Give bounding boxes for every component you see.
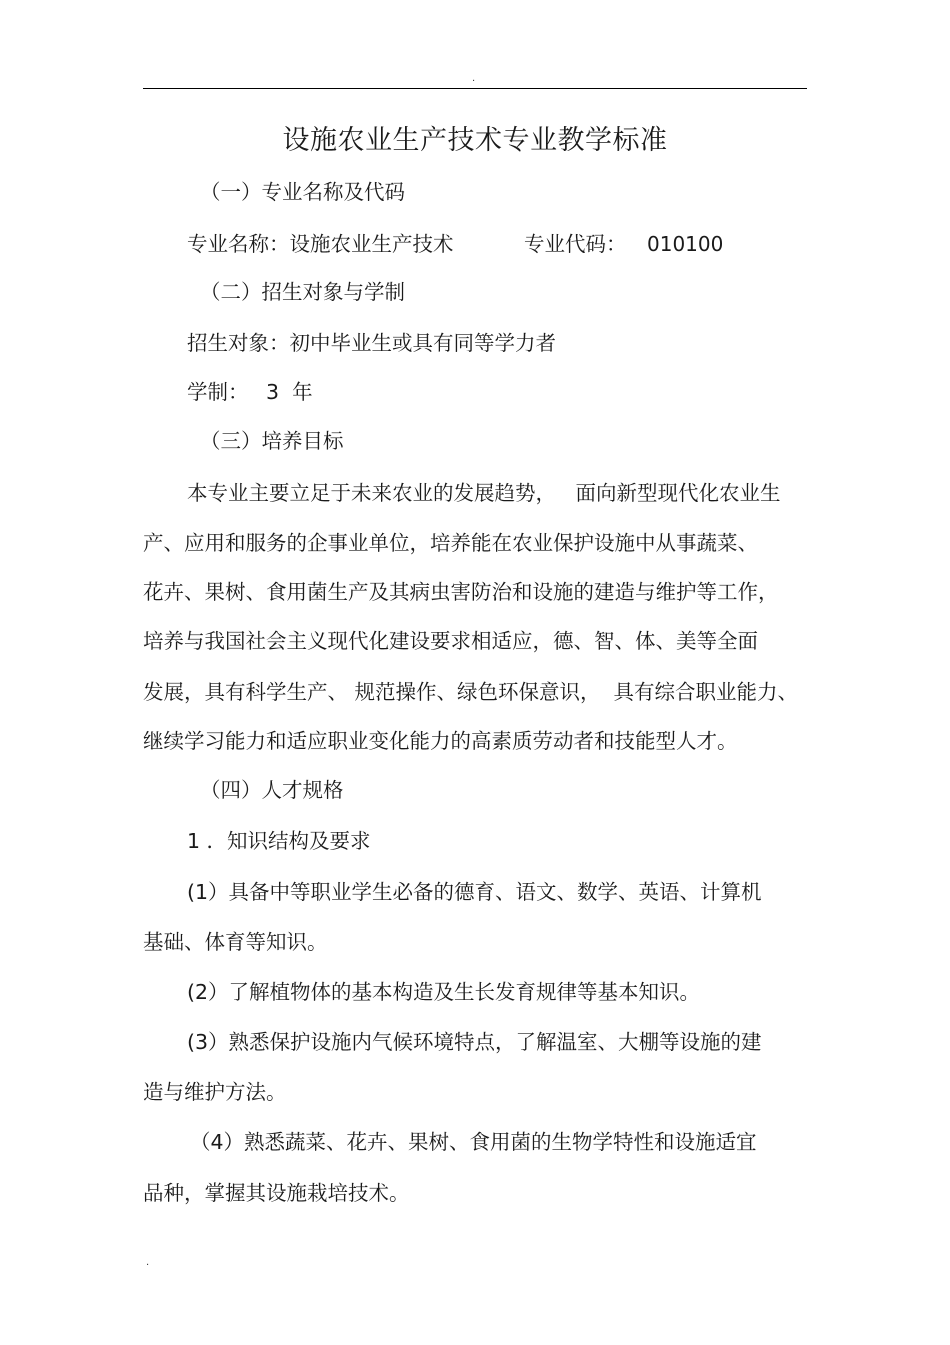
requirement-4-line-1: （4）熟悉蔬菜、花卉、果树、食用菌的生物学特性和设施适宜	[190, 1130, 757, 1154]
section-2-heading: （二）招生对象与学制	[200, 280, 405, 304]
goal-line: 本专业主要立足于未来农业的发展趋势， 面向新型现代化农业生	[187, 481, 781, 505]
major-code-value: 010100	[647, 232, 724, 256]
requirement-3-line-1: (3）熟悉保护设施内气候环境特点，了解温室、大棚等设施的建	[187, 1030, 762, 1054]
goal-line: 培养与我国社会主义现代化建设要求相适应，德、智、体、美等全面	[143, 629, 758, 653]
requirement-1-line-1: (1）具备中等职业学生必备的德育、语文、数学、英语、计算机	[187, 880, 762, 904]
header-mark: .	[472, 73, 476, 84]
header-rule	[143, 88, 807, 89]
requirement-1-line-2: 基础、体育等知识。	[143, 930, 328, 954]
subsection-1-heading: 1 ．知识结构及要求	[187, 829, 371, 853]
duration-label: 学制：	[187, 380, 249, 404]
requirement-2-line-1: (2）了解植物体的基本构造及生长发育规律等基本知识。	[187, 980, 701, 1004]
section-1-heading: （一）专业名称及代码	[200, 180, 405, 204]
goal-line: 继续学习能力和适应职业变化能力的高素质劳动者和技能型人才。	[143, 729, 738, 753]
goal-line: 发展，具有科学生产、 规范操作、绿色环保意识， 具有综合职业能力、	[143, 680, 799, 704]
section-3-heading: （三）培养目标	[200, 429, 344, 453]
requirement-3-line-2: 造与维护方法。	[143, 1080, 287, 1104]
requirement-4-line-2: 品种，掌握其设施栽培技术。	[143, 1181, 410, 1205]
footer-mark: .	[146, 1257, 150, 1268]
goal-line: 产、应用和服务的企事业单位，培养能在农业保护设施中从事蔬菜、	[143, 531, 758, 555]
major-code-label: 专业代码：	[524, 232, 627, 256]
goal-line: 花卉、果树、食用菌生产及其病虫害防治和设施的建造与维护等工作，	[143, 580, 779, 604]
enrollment-target: 招生对象：初中毕业生或具有同等学力者	[187, 331, 556, 355]
major-name: 专业名称：设施农业生产技术	[187, 232, 454, 256]
section-4-heading: （四）人才规格	[200, 778, 344, 802]
duration-value: 3 年	[266, 380, 313, 404]
page-title: 设施农业生产技术专业教学标准	[282, 125, 668, 156]
